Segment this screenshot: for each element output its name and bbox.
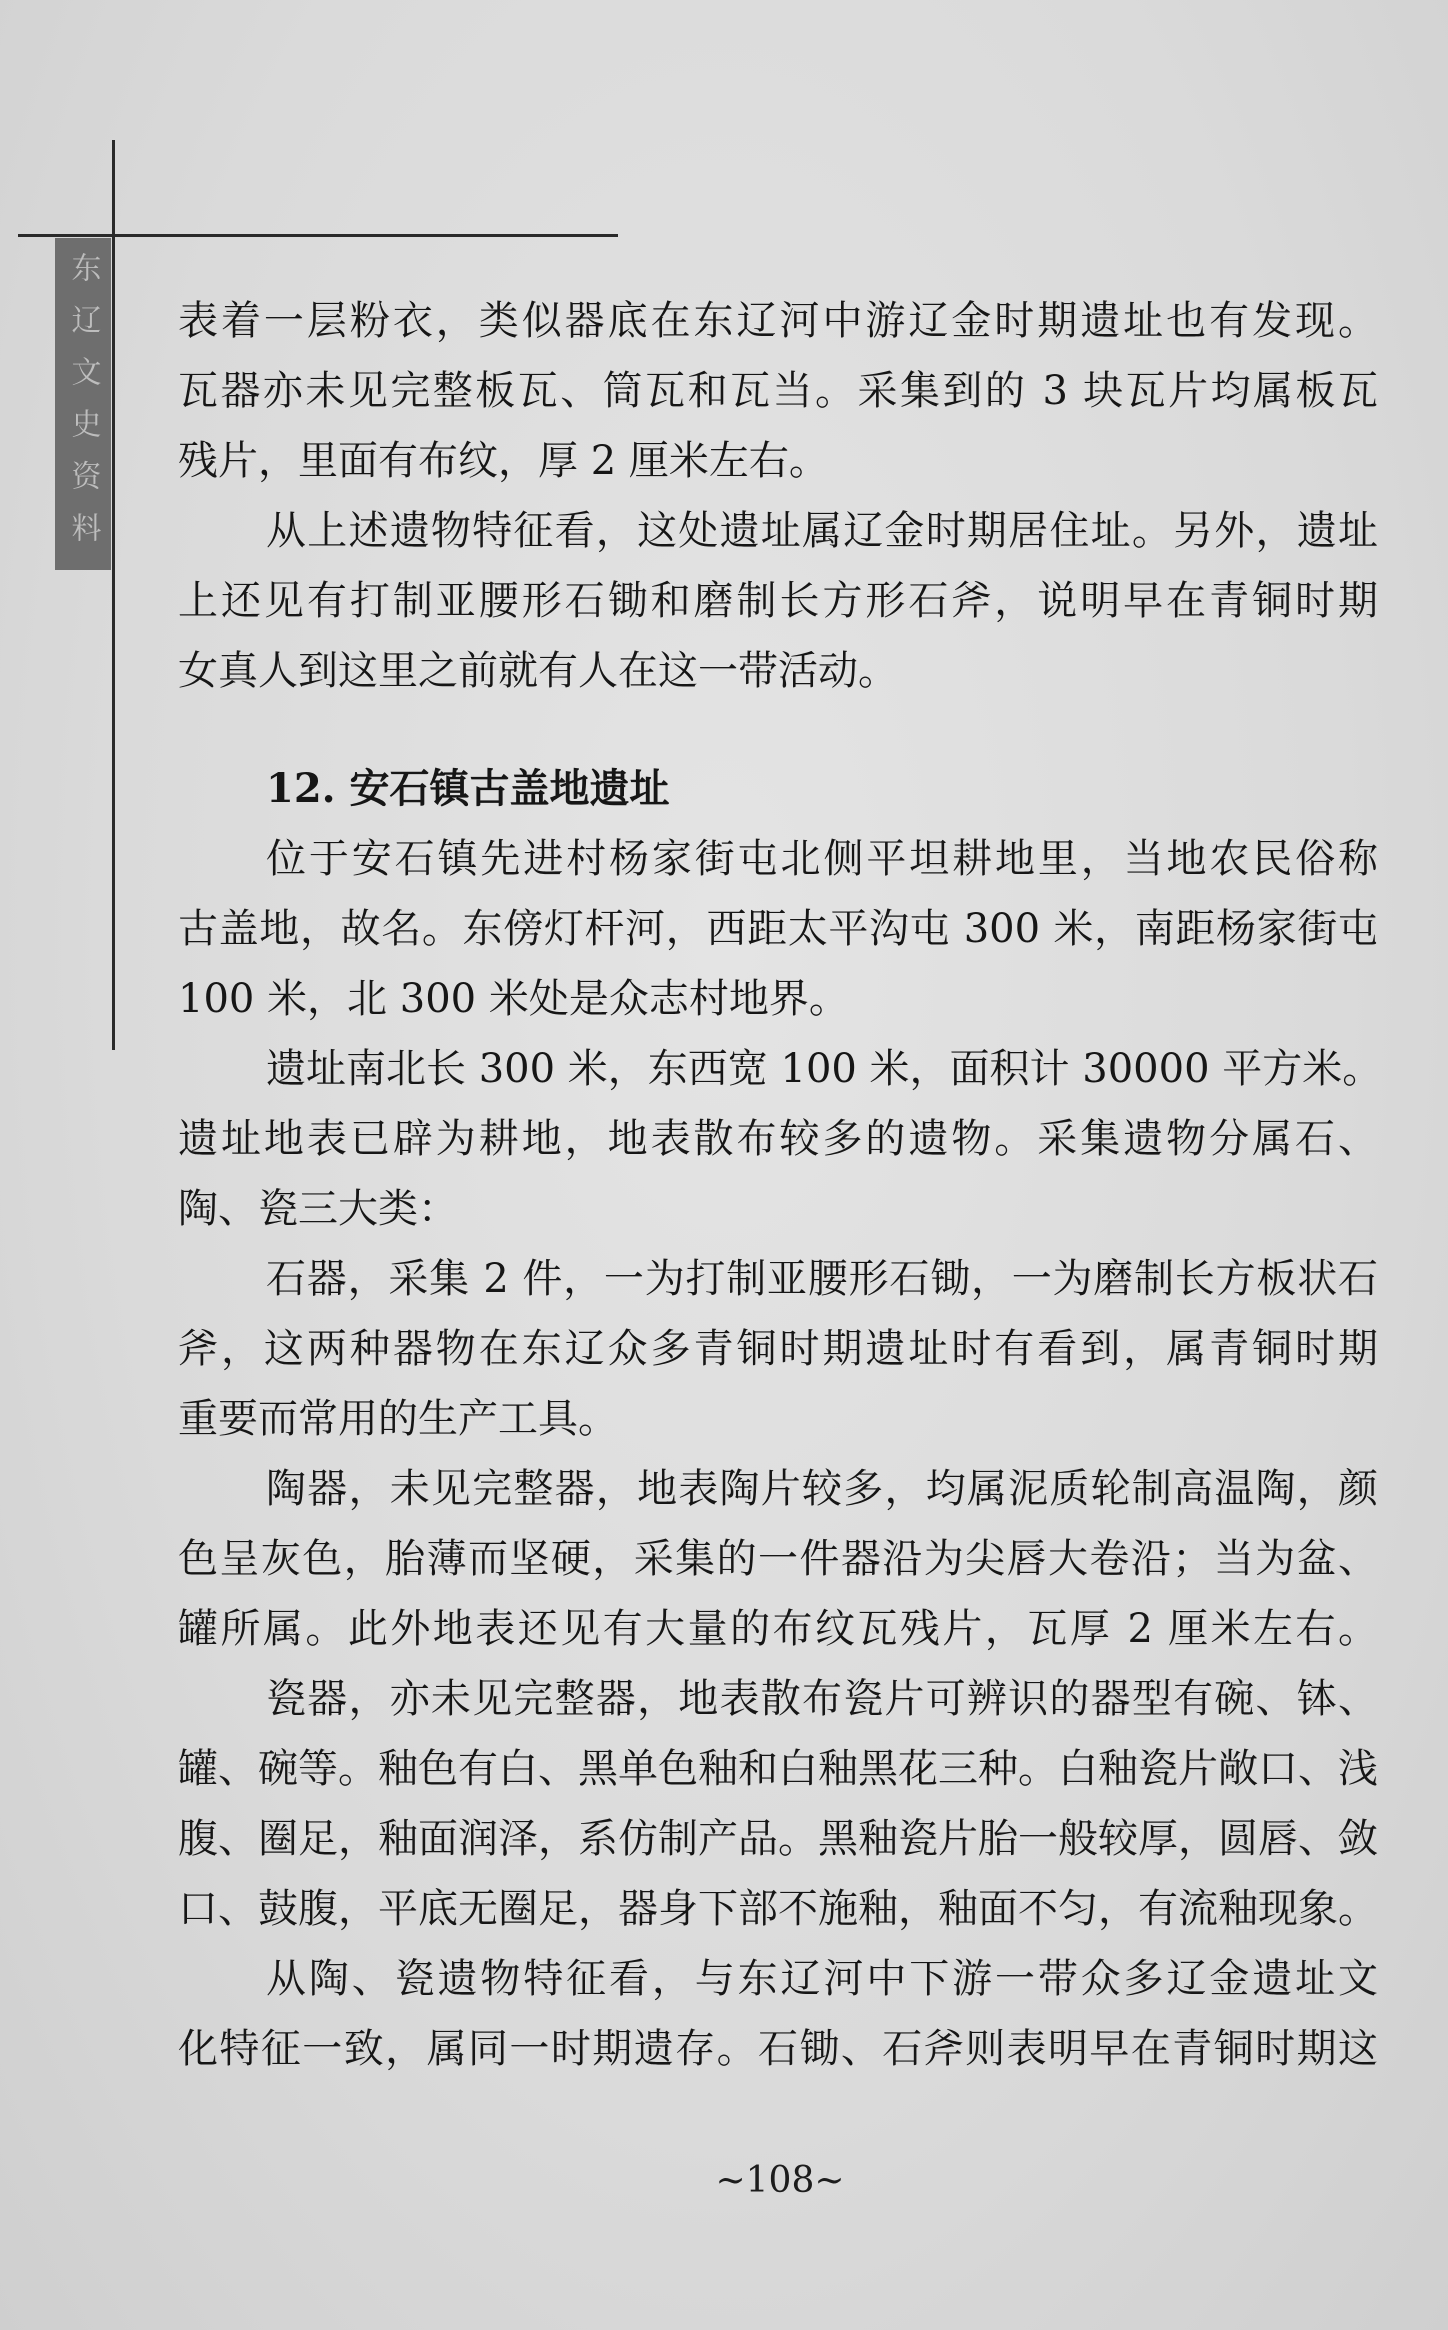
side-tab	[55, 238, 111, 570]
text-line: 100 米，北 300 米处是众志村地界。	[178, 976, 849, 1022]
text-line: 女真人到这里之前就有人在这一带活动。	[178, 648, 898, 694]
text-line: 口、鼓腹，平底无圈足，器身下部不施釉，釉面不匀，有流釉现象。	[178, 1886, 1378, 1932]
text-line: 残片，里面有布纹，厚 2 厘米左右。	[178, 438, 829, 484]
text-line: 罐、碗等。釉色有白、黑单色釉和白釉黑花三种。白釉瓷片敞口、浅	[178, 1746, 1378, 1792]
section-heading: 12. 安石镇古盖地遗址	[266, 765, 670, 812]
text-line: 遗址南北长 300 米，东西宽 100 米，面积计 30000 平方米。	[266, 1046, 1383, 1092]
margin-rule	[112, 140, 115, 1050]
text-line: 斧，这两种器物在东辽众多青铜时期遗址时有看到，属青铜时期	[178, 1326, 1378, 1372]
text-line: 陶、瓷三大类：	[178, 1186, 458, 1232]
text-line: 瓦器亦未见完整板瓦、筒瓦和瓦当。采集到的 3 块瓦片均属板瓦	[178, 368, 1378, 414]
text-line: 罐所属。此外地表还见有大量的布纹瓦残片，瓦厚 2 厘米左右。	[178, 1606, 1378, 1652]
page-number: ~108~	[715, 2160, 845, 2201]
text-line: 石器，采集 2 件，一为打制亚腰形石锄，一为磨制长方板状石	[266, 1256, 1378, 1302]
side-tab-label: 东辽文史资料	[65, 252, 101, 564]
text-line: 古盖地，故名。东傍灯杆河，西距太平沟屯 300 米，南距杨家街屯	[178, 906, 1378, 952]
text-line: 色呈灰色，胎薄而坚硬，采集的一件器沿为尖唇大卷沿；当为盆、	[178, 1536, 1378, 1582]
text-line: 腹、圈足，釉面润泽，系仿制产品。黑釉瓷片胎一般较厚，圆唇、敛	[178, 1816, 1378, 1862]
text-line: 表着一层粉衣，类似器底在东辽河中游辽金时期遗址也有发现。	[178, 298, 1378, 344]
text-line: 陶器，未见完整器，地表陶片较多，均属泥质轮制高温陶，颜	[266, 1466, 1378, 1512]
text-line: 瓷器，亦未见完整器，地表散布瓷片可辨识的器型有碗、钵、	[266, 1676, 1378, 1722]
section-gap	[178, 706, 1378, 754]
text-line: 从陶、瓷遗物特征看，与东辽河中下游一带众多辽金遗址文	[266, 1956, 1378, 2002]
body-text	[178, 286, 1383, 2084]
text-line: 位于安石镇先进村杨家街屯北侧平坦耕地里，当地农民俗称	[266, 836, 1378, 882]
text-line: 重要而常用的生产工具。	[178, 1396, 618, 1442]
header-rule	[18, 234, 618, 237]
text-line: 上还见有打制亚腰形石锄和磨制长方形石斧，说明早在青铜时期	[178, 578, 1378, 624]
text-line: 遗址地表已辟为耕地，地表散布较多的遗物。采集遗物分属石、	[178, 1116, 1378, 1162]
text-line: 化特征一致，属同一时期遗存。石锄、石斧则表明早在青铜时期这	[178, 2026, 1378, 2072]
text-line: 从上述遗物特征看，这处遗址属辽金时期居住址。另外，遗址	[266, 508, 1378, 554]
